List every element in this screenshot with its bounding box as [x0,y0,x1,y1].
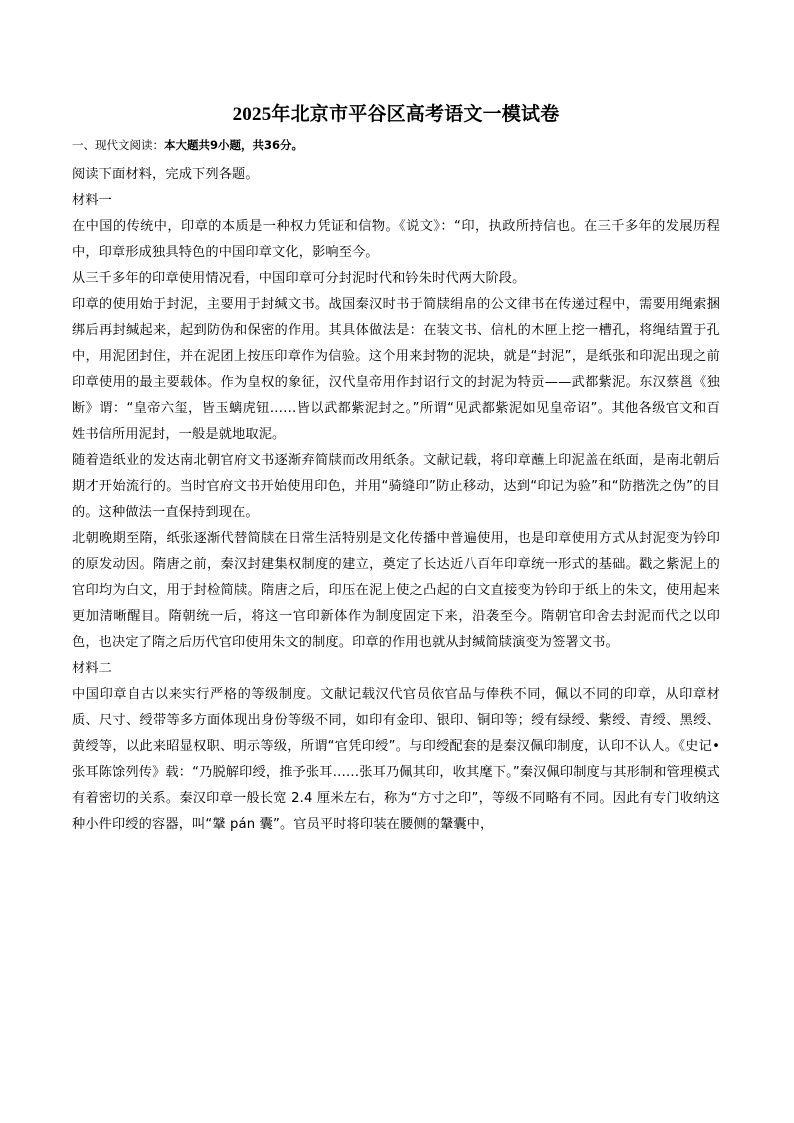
document-page [72,102,720,838]
section-heading [72,136,720,154]
material2-paragraph-1: 中国印章自古以来实行严格的等级制度。文献记载汉代官员依官品与俸秩不同，佩以不同的印章，从印章材质、尺寸、绶带等多方面体现出身份等级不同，如印有金印、银印、铜印等；绶有绿绶、紫绶、青绶、黑绶、黄绶等，以此来昭显权职、明示等级，所谓“官凭印绶”。与印绶配套的是秦汉佩印制度，认印不认人。《史记•张耳陈馀列传》载：“乃脱解印绶，推予张耳……张耳乃佩其印，收其麾下。”秦汉佩印制度与其形制和管理模式有着密切的关系。秦汉印章一般长宽 2.4 厘米左右，称为“方寸之印”，等级不同略有不同。因此有专门收纳这种小件印绶的容器，叫“鞶 pán 囊”。官员平时将印装在腰侧的鞶囊中， [72,687,720,832]
material1-paragraph-3: 印章的使用始于封泥，主要用于封缄文书。战国秦汉时书于简牍绢帛的公文律书在传递过程中，需要用绳索捆绑后再封缄起来，起到防伪和保密的作用。其具体做法是：在装文书、信札的木匣上挖一槽孔，将绳结置于孔中，用泥团封住，并在泥团上按压印章作为信验。这个用来封物的泥块，就是“封泥”，是纸张和印泥出现之前印章使用的最主要载体。作为皇权的象征，汉代皇帝用作封诏行文的封泥为特贡——武都紫泥。东汉蔡邕《独断》谓：“皇帝六玺，皆玉螭虎钮……皆以武都紫泥封之。”所谓“见武都紫泥如见皇帝诏”。其他各级官文和百姓书信所用泥封，一般是就地取泥。 [72,297,720,442]
material1-label: 材料一 [72,193,113,208]
material1-paragraph-2: 从三千多年的印章使用情况看，中国印章可分封泥时代和钤朱时代两大阶段。 [72,271,526,286]
material1-paragraph-1: 在中国的传统中，印章的本质是一种权力凭证和信物。《说文》：“印，执政所持信也。在三千多年的发展历程中，印章形成独具特色的中国印章文化，影响至今。 [72,219,720,260]
material2-label: 材料二 [72,661,113,676]
section-rule: 本大题共9小题，共36分。 [164,138,304,152]
document-title: 2025年北京市平谷区高考语文一模试卷 [232,104,560,125]
material1-paragraph-4: 随着造纸业的发达南北朝官府文书逐渐弃简牍而改用纸条。文献记载，将印章蘸上印泥盖在纸面，是南北朝后期才开始流行的。当时官府文书开始使用印色，并用“骑缝印”防止移动，达到“印记为验”和“防揩洗之伪”的目的。这种做法一直保持到现在。 [72,453,720,520]
material1-paragraph-5: 北朝晚期至隋，纸张逐渐代替简牍在日常生活特别是文化传播中普遍使用，也是印章使用方式从封泥变为钤印的原发动因。隋唐之前，秦汉封建集权制度的建立，奠定了长达近八百年印章统一形式的基础。戳之紫泥上的官印均为白文，用于封检简牍。隋唐之后，印压在泥上使之凸起的白文直接变为钤印于纸上的朱文，使用起来更加清晰醒目。隋朝统一后，将这一官印新体作为制度固定下来，沿袭至今。隋朝官印舍去封泥而代之以印色，也决定了隋之后历代官印使用朱文的制度。印章的作用也就从封缄简牍演变为签署文书。 [72,531,720,650]
section-prefix: 一、现代文阅读： [72,138,164,152]
instruction-text: 阅读下面材料，完成下列各题。 [72,167,259,182]
